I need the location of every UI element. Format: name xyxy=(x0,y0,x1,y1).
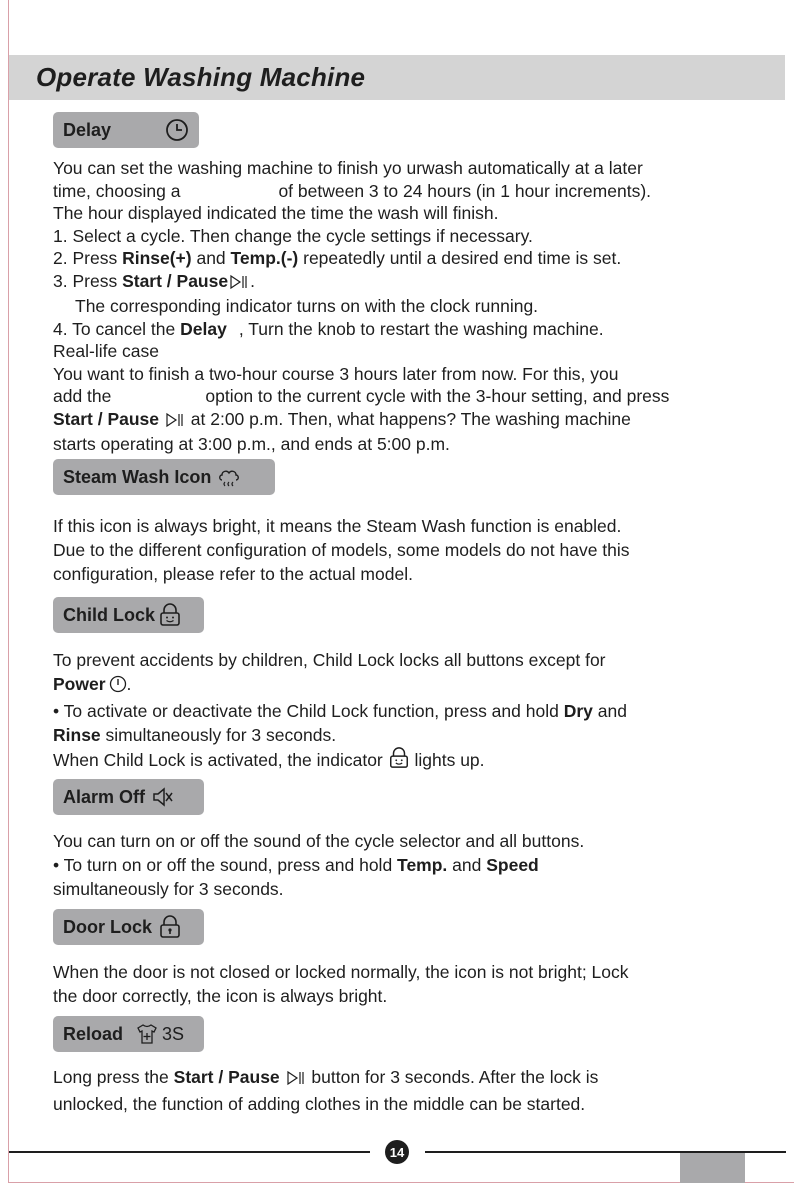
text-line: add the option to the current cycle with the 3-hour setting, and press xyxy=(53,386,670,406)
play-pause-icon xyxy=(228,273,250,296)
page-bottom-line xyxy=(8,1182,794,1183)
text-line: configuration, please refer to the actual model. xyxy=(53,564,413,584)
child-lock-icon xyxy=(388,747,410,775)
door-lock-text xyxy=(53,960,773,1008)
text-line: The hour displayed indicated the time the wash will finish. xyxy=(53,203,499,223)
door-lock-label xyxy=(53,909,204,945)
power-icon xyxy=(109,675,127,699)
text-line: Power . xyxy=(53,672,773,699)
text-line: You can turn on or off the sound of the cycle selector and all buttons. xyxy=(53,831,585,851)
play-pause-icon xyxy=(164,411,186,434)
text-line: the door correctly, the icon is always bright. xyxy=(53,986,388,1006)
text-line: Start / Pause at 2:00 p.m. Then, what happens? The washing machine xyxy=(53,408,773,434)
text-line: Long press the Start / Pause button for 3 seconds. After the lock is xyxy=(53,1065,773,1092)
text-line: • To turn on or off the sound, press and hold Temp. and Speed xyxy=(53,855,539,875)
alarm-off-label-text: Alarm Off xyxy=(63,786,146,807)
text-line: You want to finish a two-hour course 3 hours later from now. For this, you xyxy=(53,363,619,384)
delay-label xyxy=(53,112,199,148)
child-lock-label xyxy=(53,597,204,633)
reload-label-text: Reload xyxy=(63,1023,124,1044)
text-line: To prevent accidents by children, Child Lock locks all buttons except for xyxy=(53,650,606,670)
steam-wash-label-text: Steam Wash Icon xyxy=(63,466,212,487)
speaker-muted-icon xyxy=(151,786,175,808)
text-line: When the door is not closed or locked normally, the icon is not bright; Lock xyxy=(53,962,629,982)
delay-text xyxy=(53,157,773,456)
text-line: starts operating at 3:00 p.m., and ends at 5:00 p.m. xyxy=(53,434,450,454)
delay-label-text: Delay xyxy=(63,119,112,140)
steam-wash-label xyxy=(53,459,275,495)
text-line: You can set the washing machine to finish yo urwash automatically at a later xyxy=(53,158,643,178)
child-lock-icon xyxy=(158,603,182,627)
child-lock-text xyxy=(53,648,773,775)
footer-rule-left xyxy=(9,1151,370,1153)
text-line: simultaneously for 3 seconds. xyxy=(53,879,284,899)
text-line: If this icon is always bright, it means the Steam Wash function is enabled. xyxy=(53,516,622,536)
text-line: 3. Press Start / Pause . xyxy=(53,270,773,296)
reload-text xyxy=(53,1065,773,1116)
text-line: 2. Press Rinse(+) and Temp.(-) repeatedly until a desired end time is set. xyxy=(53,248,622,268)
play-pause-icon xyxy=(285,1068,307,1092)
steam-wash-text xyxy=(53,514,773,586)
alarm-off-label xyxy=(53,779,204,815)
page-title: Operate Washing Machine xyxy=(36,62,366,92)
shirt-plus-icon xyxy=(135,1023,159,1045)
steam-icon xyxy=(217,466,241,488)
text-line: The corresponding indicator turns on with the clock running. xyxy=(75,296,539,316)
child-lock-label-text: Child Lock xyxy=(63,604,156,625)
text-line: Real-life case xyxy=(53,341,160,361)
alarm-off-text xyxy=(53,829,773,901)
door-lock-label-text: Door Lock xyxy=(63,916,153,937)
page-margin-line xyxy=(8,0,9,1183)
footer-tab xyxy=(680,1153,745,1183)
reload-label xyxy=(53,1016,204,1052)
text-line: 1. Select a cycle. Then change the cycle settings if necessary. xyxy=(53,225,533,246)
page-number: 14 xyxy=(385,1140,409,1164)
text-line: 4. To cancel the Delay , Turn the knob to restart the washing machine. xyxy=(53,318,604,339)
text-line: Due to the different configuration of models, some models do not have this xyxy=(53,540,630,560)
clock-icon xyxy=(165,118,189,142)
door-lock-icon xyxy=(158,915,182,939)
text-line: unlocked, the function of adding clothes in the middle can be started. xyxy=(53,1094,586,1114)
text-line: Rinse simultaneously for 3 seconds. xyxy=(53,725,337,745)
text-line: When Child Lock is activated, the indicator lights up. xyxy=(53,747,773,775)
text-line: • To activate or deactivate the Child Lock function, press and hold Dry and xyxy=(53,701,627,721)
text-line: time, choosing a of between 3 to 24 hours (in 1 hour increments). xyxy=(53,180,652,201)
reload-duration: 3S xyxy=(162,1023,185,1044)
